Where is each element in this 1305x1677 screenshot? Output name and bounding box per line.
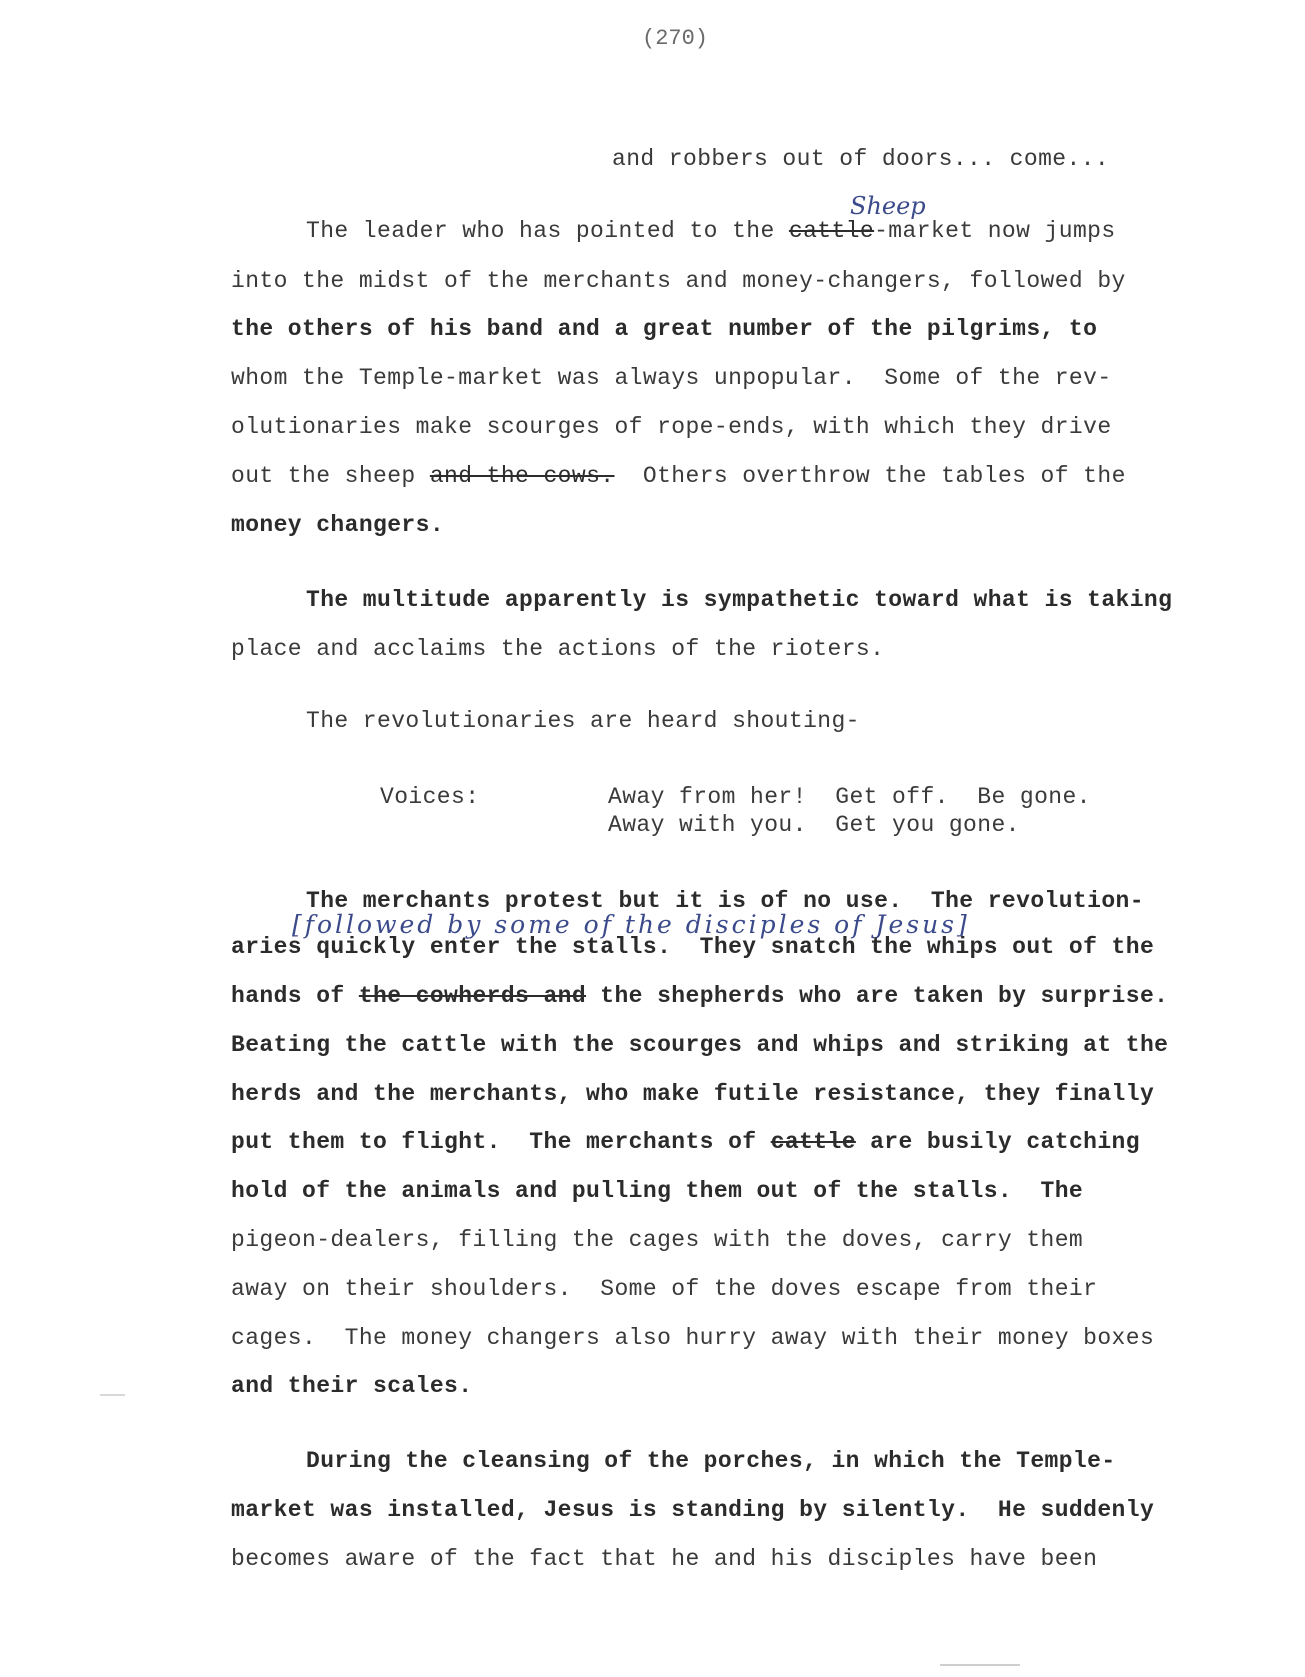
text-line: hands of the cowherds and the shepherds who are taken by surprise. [231, 983, 1169, 1009]
text-line: The multitude apparently is sympathetic toward what is taking [306, 587, 1173, 613]
page-number: (270) [642, 26, 709, 51]
text-line: Beating the cattle with the scourges and whips and striking at the [231, 1032, 1169, 1058]
text-line: into the midst of the merchants and money-changers, followed by [231, 268, 1126, 294]
struck-text: the cowherds and [358, 983, 587, 1009]
voices-line: Away from her! Get off. Be gone. [608, 784, 1091, 810]
handwritten-insertion-sheep: Sheep [850, 192, 926, 220]
text-line: away on their shoulders. Some of the doves escape from their [231, 1276, 1098, 1302]
text-line: and robbers out of doors... come... [612, 146, 1110, 172]
text-line: market was installed, Jesus is standing by silently. He suddenly [231, 1497, 1155, 1523]
text-line: cages. The money changers also hurry away with their money boxes [231, 1325, 1155, 1351]
text-line: the others of his band and a great number of the pilgrims, to [231, 316, 1098, 342]
struck-text: cattle [770, 1129, 856, 1155]
struck-text: cattle [788, 218, 875, 244]
text-line: becomes aware of the fact that he and his disciples have been [231, 1546, 1098, 1572]
text-line: money changers. [231, 512, 445, 538]
text-line: place and acclaims the actions of the rioters. [231, 636, 885, 662]
text-line: The leader who has pointed to the cattle-market now jumps [306, 218, 1116, 244]
text-line: and their scales. [231, 1373, 473, 1399]
voices-line: Away with you. Get you gone. [608, 812, 1020, 838]
text-line: put them to flight. The merchants of cattle are busily catching [231, 1129, 1140, 1155]
text-line: The revolutionaries are heard shouting- [306, 708, 860, 734]
text-line: pigeon-dealers, filling the cages with the doves, carry them [231, 1227, 1084, 1253]
text-line: whom the Temple-market was always unpopular. Some of the rev- [231, 365, 1112, 391]
text-line: herds and the merchants, who make futile resistance, they finally [231, 1081, 1155, 1107]
handwritten-insertion-disciples: [followed by some of the disciples of Jesus] [292, 910, 970, 939]
text-line: aries quickly enter the stalls. They snatch the whips out of the [231, 934, 1155, 960]
text-line: out the sheep and the cows. Others overthrow the tables of the [231, 463, 1126, 489]
text-line: hold of the animals and pulling them out of the stalls. The [231, 1178, 1084, 1204]
margin-mark [100, 1394, 125, 1396]
struck-text: and the cows. [429, 463, 615, 489]
page-edge-mark [940, 1664, 1020, 1666]
text-line: The merchants protest but it is of no use. The revolution- [306, 888, 1144, 914]
text-line: olutionaries make scourges of rope-ends, with which they drive [231, 414, 1112, 440]
voices-label: Voices: [380, 784, 480, 810]
text-line: During the cleansing of the porches, in which the Temple- [306, 1448, 1116, 1474]
